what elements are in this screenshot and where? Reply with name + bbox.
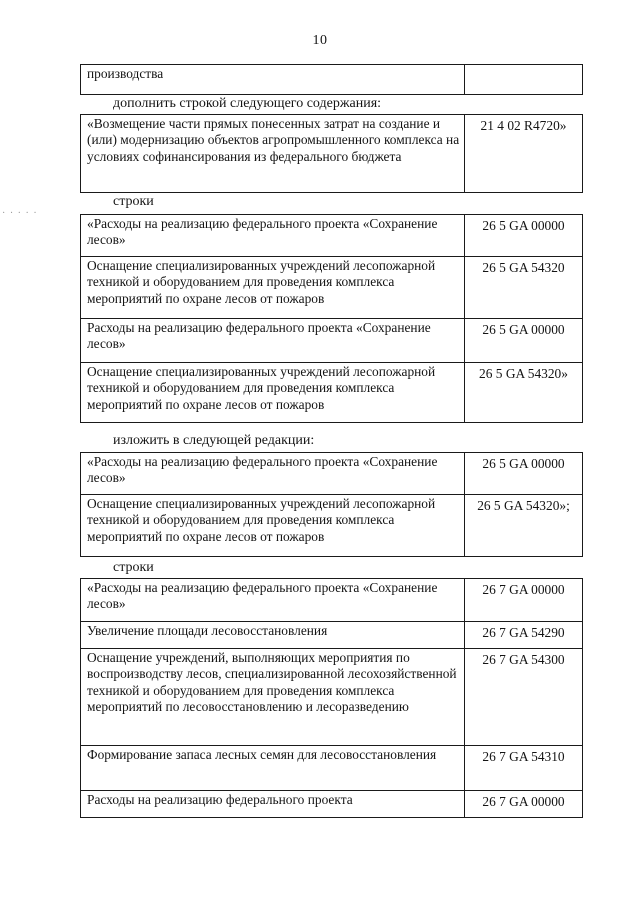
row-code: 26 5 GA 54320»;: [465, 495, 583, 557]
row-name: Расходы на реализацию федерального проекта «Сохранение лесов»: [81, 319, 465, 363]
row-code: 26 5 GA 00000: [465, 319, 583, 363]
row-name: «Расходы на реализацию федерального проекта «Сохранение лесов»: [81, 579, 465, 622]
table-block-2: [80, 214, 583, 423]
row-code: 26 7 GA 00000: [465, 579, 583, 622]
table-block-4: [80, 578, 583, 818]
instruction-new-wording: изложить в следующей редакции:: [113, 433, 315, 448]
row-name: «Возмещение части прямых понесенных затрат на создание и (или) модернизацию объектов агропромышленного комплекса на условиях софинансирования из федерального бюджета: [81, 115, 465, 193]
row-code: 21 4 02 R4720»: [465, 115, 583, 193]
row-name: Оснащение специализированных учреждений лесопожарной техникой и оборудованием для проведения комплекса мероприятий по охране лесов от пожаров: [81, 495, 465, 557]
table-row: [81, 579, 583, 622]
row-code: 26 7 GA 54290: [465, 622, 583, 649]
row-code: 26 7 GA 54310: [465, 746, 583, 791]
row-code: 26 5 GA 54320»: [465, 363, 583, 423]
row-name: Расходы на реализацию федерального проекта: [81, 791, 465, 818]
row-code: 26 7 GA 00000: [465, 791, 583, 818]
page-number: 10: [312, 33, 328, 48]
table-row: [81, 215, 583, 257]
instruction-rows: строки: [113, 194, 154, 209]
table-row: [81, 257, 583, 319]
row-code: 26 5 GA 54320: [465, 257, 583, 319]
row-name: Увеличение площади лесовосстановления: [81, 622, 465, 649]
table-top-row: [80, 64, 583, 95]
table-row: [81, 495, 583, 557]
scan-artifact: · · · · ·: [2, 208, 38, 219]
row-code: 26 5 GA 00000: [465, 215, 583, 257]
table-row: [81, 746, 583, 791]
table-row: [81, 649, 583, 746]
table-block-3: [80, 452, 583, 557]
row-code: 26 7 GA 54300: [465, 649, 583, 746]
row-name: Формирование запаса лесных семян для лесовосстановления: [81, 746, 465, 791]
row-name: Оснащение специализированных учреждений лесопожарной техникой и оборудованием для проведения комплекса мероприятий по охране лесов от пожаров: [81, 257, 465, 319]
row-code: 26 5 GA 00000: [465, 453, 583, 495]
table-row: [81, 622, 583, 649]
row-name: Оснащение учреждений, выполняющих мероприятия по воспроизводству лесов, специализированной лесохозяйственной техникой и оборудованием для проведения комплекса мероприятий по лесовосстановлению и лесоразведению: [81, 649, 465, 746]
table-row: [81, 65, 583, 95]
row-name: «Расходы на реализацию федерального проекта «Сохранение лесов»: [81, 215, 465, 257]
table-row: [81, 363, 583, 423]
table-row: [81, 115, 583, 193]
row-name: производства: [81, 65, 465, 95]
instruction-rows-2: строки: [113, 560, 154, 575]
instruction-add-row: дополнить строкой следующего содержания:: [113, 96, 382, 111]
table-row: [81, 453, 583, 495]
table-block-1: [80, 114, 583, 193]
row-name: Оснащение специализированных учреждений лесопожарной техникой и оборудованием для проведения комплекса мероприятий по охране лесов от пожаров: [81, 363, 465, 423]
row-name: «Расходы на реализацию федерального проекта «Сохранение лесов»: [81, 453, 465, 495]
table-row: [81, 791, 583, 818]
table-row: [81, 319, 583, 363]
row-code: [465, 65, 583, 95]
